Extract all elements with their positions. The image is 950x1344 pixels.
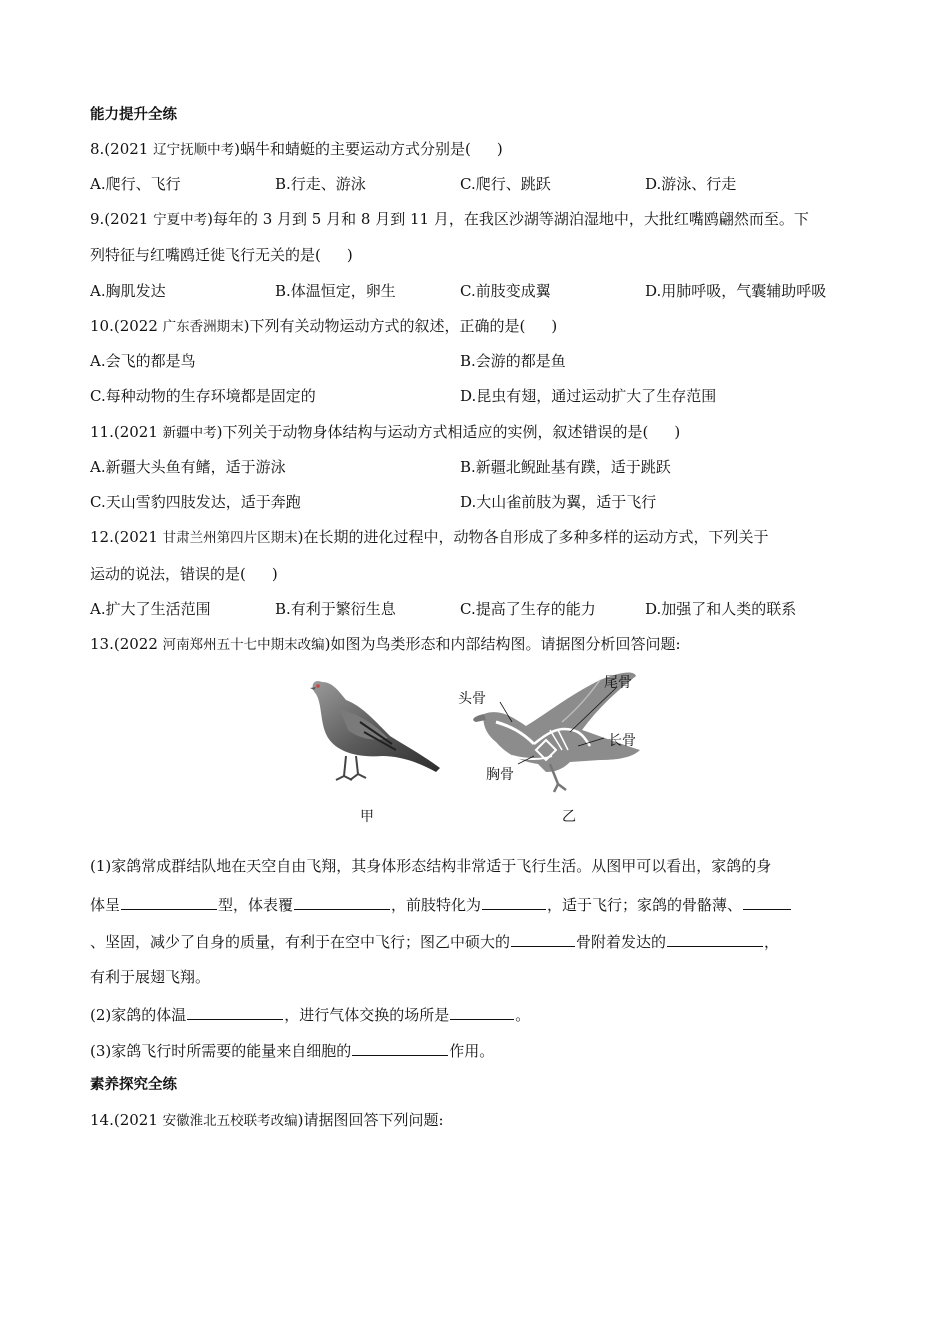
q11-option-b: B.新疆北鲵趾基有蹼，适于跳跃	[460, 458, 671, 476]
q10-option-c: C.每种动物的生存环境都是固定的	[90, 387, 316, 405]
q12-option-d: D.加强了和人类的联系	[645, 600, 797, 618]
question-13: 13.(2022 河南郑州五十七中期末改编)如图为鸟类形态和内部结构图。请据图分析回答问题:	[90, 635, 681, 653]
q8-option-c: C.爬行、跳跃	[460, 175, 551, 193]
q11-option-d: D.大山雀前肢为翼，适于飞行	[460, 493, 657, 511]
q13-part1-line2: 体呈 型，体表覆 ，前肢特化为 ，适于飞行；家鸽的骨骼薄、	[90, 893, 792, 915]
q9-source: 宁夏中考	[153, 212, 208, 228]
q9-option-b: B.体温恒定，卵生	[275, 282, 396, 300]
q9-text: )每年的 3 月到 5 月和 8 月到 11 月，在我区沙湖等湖泊湿地中，大批红嘴鸥翩然而至。下	[207, 210, 809, 228]
q10-option-a: A.会飞的都是鸟	[90, 352, 196, 370]
q10-option-b: B.会游的都是鱼	[460, 352, 566, 370]
q10-option-d: D.昆虫有翅，通过运动扩大了生存范围	[460, 387, 717, 405]
question-9	[90, 209, 809, 230]
q9-option-a: A.胸肌发达	[90, 282, 166, 300]
q8-number: 8.(2021	[90, 140, 154, 158]
blank-body-temperature[interactable]	[187, 1003, 283, 1020]
q8-text: )蜗牛和蜻蜓的主要运动方式分别是(	[234, 140, 471, 158]
question-11: 11.(2021 新疆中考)下列关于动物身体结构与运动方式相适应的实例，叙述错误的是( )	[90, 423, 681, 441]
q13-part1-line4: 有利于展翅飞翔。	[90, 968, 211, 986]
question-9-cont: 列特征与红嘴鸥迁徙飞行无关的是( )	[90, 246, 353, 264]
q8-option-b: B.行走、游泳	[275, 175, 366, 193]
question-14: 14.(2021 安徽淮北五校联考改编)请据图回答下列问题:	[90, 1111, 444, 1129]
bird-figure	[300, 660, 650, 830]
blank-large-bone[interactable]	[511, 930, 575, 947]
blank-respiration[interactable]	[352, 1039, 448, 1056]
q9-number: 9.(2021	[90, 210, 154, 228]
q13-part3: (3)家鸽飞行时所需要的能量来自细胞的 作用。	[90, 1039, 494, 1061]
label-tail-bone: 尾骨	[604, 675, 632, 691]
blank-bone-feature[interactable]	[743, 893, 791, 910]
q12-option-b: B.有利于繁衍生息	[275, 600, 396, 618]
label-long-bone: 长骨	[608, 733, 636, 749]
q9-option-c: C.前肢变成翼	[460, 282, 551, 300]
q8-option-a: A.爬行、飞行	[90, 175, 181, 193]
bird-illustration	[300, 660, 650, 830]
question-12: 12.(2021 甘肃兰州第四片区期末)在长期的进化过程中，动物各自形成了多种多样的运动方式，下列关于	[90, 528, 769, 546]
q12-option-a: A.扩大了生活范围	[90, 600, 211, 618]
section-title-ability: 能力提升全练	[90, 107, 177, 123]
q8-option-d: D.游泳、行走	[645, 175, 737, 193]
question-8: 8.(2021 辽宁抚顺中考)蜗牛和蜻蜓的主要运动方式分别是( )	[90, 140, 503, 158]
q11-option-c: C.天山雪豹四肢发达，适于奔跑	[90, 493, 301, 511]
q12-option-c: C.提高了生存的能力	[460, 600, 596, 618]
q13-part1-line1: (1)家鸽常成群结队地在天空自由飞翔，其身体形态结构非常适于飞行生活。从图甲可以看出，家鸽的身	[90, 857, 772, 875]
question-12-cont: 运动的说法，错误的是( )	[90, 565, 278, 583]
label-jia: 甲	[360, 809, 374, 825]
blank-muscle[interactable]	[667, 930, 763, 947]
label-chest-bone: 胸骨	[486, 767, 514, 783]
question-10: 10.(2022 广东香洲期末)下列有关动物运动方式的叙述，正确的是( )	[90, 317, 558, 335]
label-head-bone: 头骨	[458, 691, 486, 707]
q13-part2: (2)家鸽的体温 ，进行气体交换的场所是 。	[90, 1003, 530, 1025]
blank-body-cover[interactable]	[294, 893, 390, 910]
q13-part1-line3: 、坚固，减少了自身的质量，有利于在空中飞行；图乙中硕大的 骨附着发达的 ，	[90, 930, 779, 952]
pigeon-jia-image	[310, 681, 440, 780]
q8-source: 辽宁抚顺中考	[153, 142, 235, 158]
blank-forelimb[interactable]	[482, 893, 546, 910]
blank-body-shape[interactable]	[121, 893, 217, 910]
q9-option-d: D.用肺呼吸，气囊辅助呼吸	[645, 282, 827, 300]
q11-option-a: A.新疆大头鱼有鳍，适于游泳	[90, 458, 286, 476]
blank-gas-exchange[interactable]	[450, 1003, 514, 1020]
section-title-literacy: 素养探究全练	[90, 1077, 177, 1093]
label-yi: 乙	[562, 809, 576, 825]
